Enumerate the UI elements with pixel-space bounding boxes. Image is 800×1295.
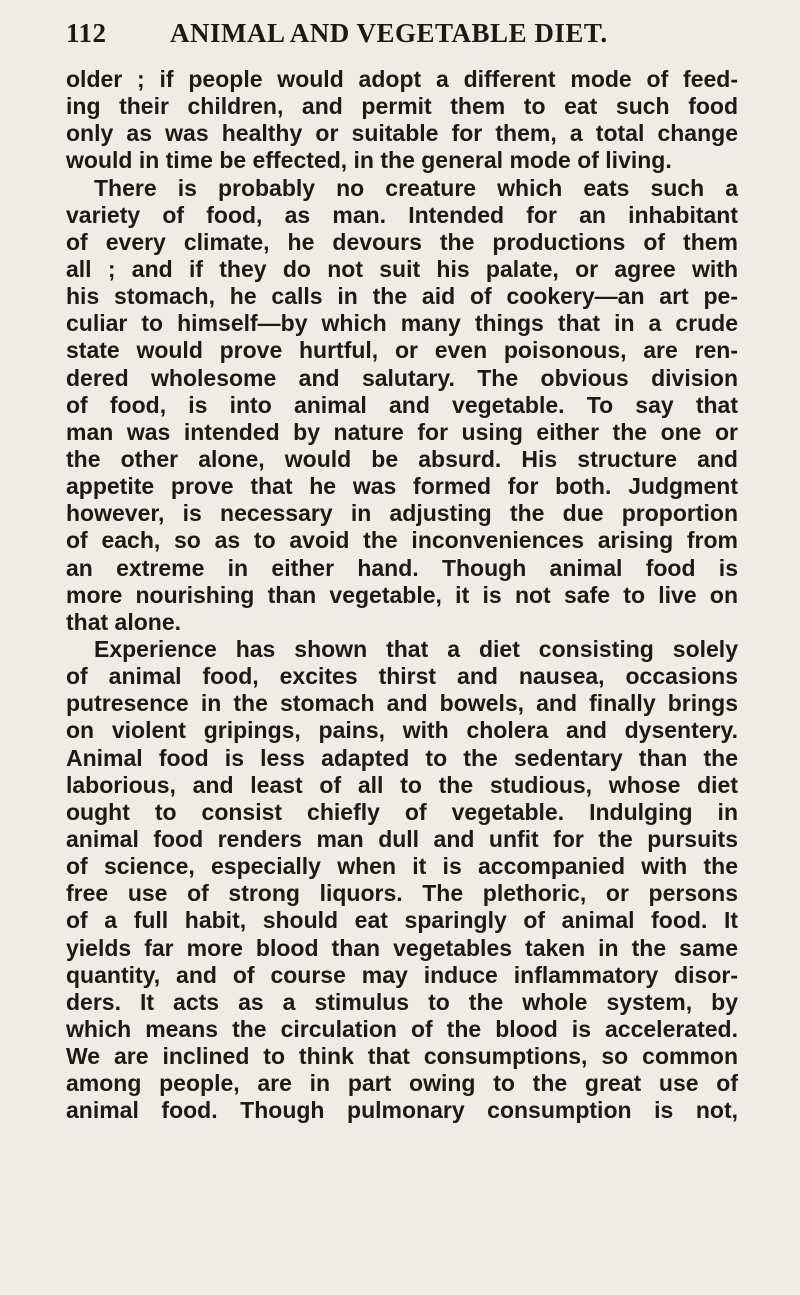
running-title: ANIMAL AND VEGETABLE DIET. bbox=[170, 18, 608, 48]
body-text bbox=[66, 66, 738, 1124]
text-line: animal food renders man dull and unfit for the pursuits bbox=[66, 825, 738, 852]
text-line: on violent gripings, pains, with cholera and dysentery. bbox=[66, 717, 738, 744]
page-number: 112 bbox=[66, 18, 107, 48]
text-line: variety of food, as man. Intended for an inhabitant bbox=[66, 201, 738, 228]
text-line: older ; if people would adopt a different mode of feed- bbox=[66, 66, 738, 92]
text-line: of each, so as to avoid the inconveniences arising from bbox=[66, 527, 738, 554]
text-line: state would prove hurtful, or even poisonous, are ren- bbox=[66, 337, 738, 364]
text-line: ing their children, and permit them to eat such food bbox=[66, 93, 738, 120]
text-line: ought to consist chiefly of vegetable. Indulging in bbox=[66, 798, 738, 825]
text-line: We are inclined to think that consumptions, so common bbox=[66, 1043, 738, 1070]
text-line: of a full habit, should eat sparingly of animal food. It bbox=[66, 907, 738, 934]
text-line: however, is necessary in adjusting the due proportion bbox=[66, 500, 738, 527]
text-line: only as was healthy or suitable for them, a total change bbox=[66, 120, 738, 147]
text-line: all ; and if they do not suit his palate, or agree with bbox=[66, 255, 738, 282]
text-line: culiar to himself—by which many things that in a crude bbox=[66, 310, 738, 337]
running-head bbox=[66, 10, 666, 50]
text-line: of every climate, he devours the productions of them bbox=[66, 228, 738, 255]
text-line: putresence in the stomach and bowels, and finally brings bbox=[66, 690, 738, 717]
text-line: free use of strong liquors. The plethoric, or persons bbox=[66, 880, 738, 907]
text-line: among people, are in part owing to the great use of bbox=[66, 1070, 738, 1097]
text-line: an extreme in either hand. Though animal food is bbox=[66, 554, 738, 581]
text-line: his stomach, he calls in the aid of cookery—an art pe- bbox=[66, 283, 738, 310]
text-line: the other alone, would be absurd. His structure and bbox=[66, 445, 738, 472]
text-line: of science, especially when it is accompanied with the bbox=[66, 853, 738, 880]
text-line: Experience has shown that a diet consisting solely bbox=[94, 635, 738, 662]
text-line: more nourishing than vegetable, it is not safe to live on bbox=[66, 581, 738, 608]
text-line: dered wholesome and salutary. The obvious division bbox=[66, 364, 738, 391]
text-line: man was intended by nature for using either the one or bbox=[66, 418, 738, 445]
text-line: of animal food, excites thirst and nausea, occasions bbox=[66, 663, 738, 690]
text-line: yields far more blood than vegetables taken in the same bbox=[66, 934, 738, 961]
text-line: of food, is into animal and vegetable. To say that bbox=[66, 391, 738, 418]
text-line: ders. It acts as a stimulus to the whole system, by bbox=[66, 988, 738, 1015]
text-line: would in time be effected, in the general mode of living. bbox=[66, 147, 672, 174]
text-line: laborious, and least of all to the studious, whose diet bbox=[66, 771, 738, 798]
text-line: Animal food is less adapted to the sedentary than the bbox=[66, 744, 738, 771]
text-line: that alone. bbox=[66, 608, 182, 635]
text-line: appetite prove that he was formed for both. Judgment bbox=[66, 473, 738, 500]
text-line: animal food. Though pulmonary consumption is not, bbox=[66, 1097, 738, 1124]
text-line: There is probably no creature which eats such a bbox=[94, 174, 738, 201]
text-line: quantity, and of course may induce inflammatory disor- bbox=[66, 961, 738, 988]
text-line: which means the circulation of the blood is accelerated. bbox=[66, 1015, 738, 1042]
